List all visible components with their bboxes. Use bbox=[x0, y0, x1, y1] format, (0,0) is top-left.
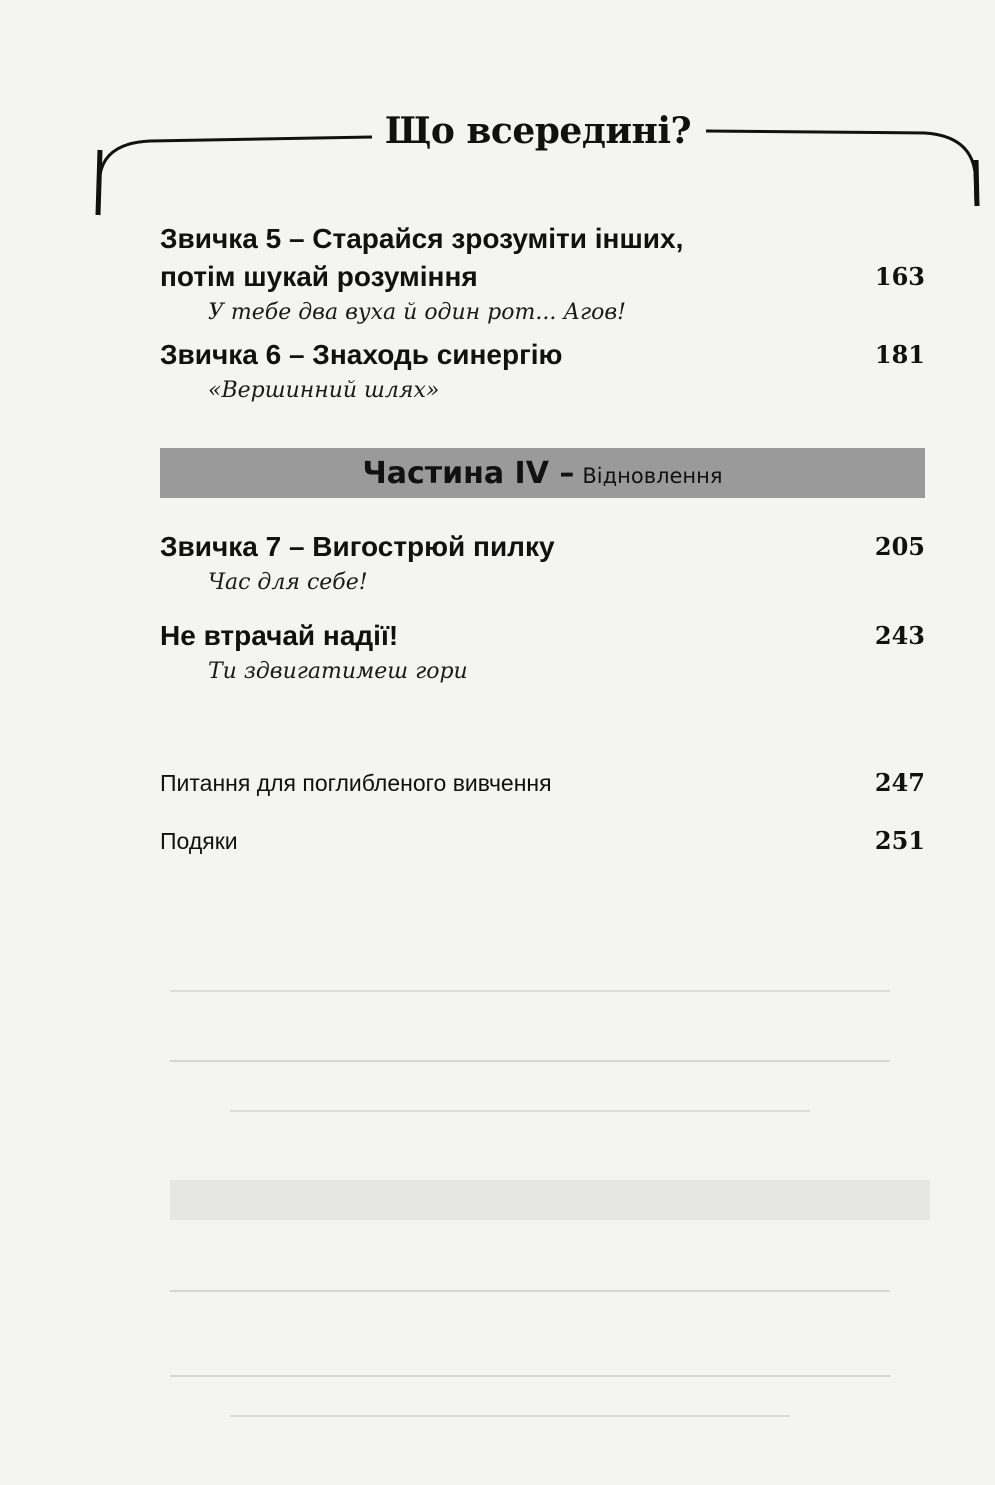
entry-title: Звичка 6 – Знаходь синергію bbox=[160, 339, 563, 370]
entry-title: Не втрачай надії! bbox=[160, 620, 399, 651]
entry-page-number: 163 bbox=[874, 262, 925, 291]
part-subtitle: Відновлення bbox=[582, 464, 723, 488]
toc-entry-acknowledgements bbox=[160, 826, 925, 855]
entry-title: Звичка 7 – Вигострюй пилку bbox=[160, 531, 555, 562]
entry-page-number: 243 bbox=[874, 621, 925, 650]
part-heading-band bbox=[160, 448, 925, 498]
entry-title-line2: потім шукай розуміння bbox=[160, 261, 478, 292]
entry-subtitle: У тебе два вуха й один рот... Агов! bbox=[208, 300, 626, 325]
toc-entry-hope bbox=[160, 617, 925, 689]
entry-page-number: 205 bbox=[874, 532, 925, 561]
entry-label: Подяки bbox=[160, 828, 238, 854]
toc-entry-habit-5 bbox=[160, 220, 925, 330]
entry-page-number: 251 bbox=[874, 826, 925, 855]
entry-page-number: 181 bbox=[874, 340, 925, 369]
toc-entry-habit-7 bbox=[160, 528, 925, 600]
entry-subtitle: Ти здвигатимеш гори bbox=[208, 659, 468, 684]
entry-page-number: 247 bbox=[874, 768, 925, 797]
toc-entry-study-questions bbox=[160, 768, 925, 797]
page-title: Що всередині? bbox=[384, 110, 692, 152]
entry-subtitle: «Вершинний шлях» bbox=[208, 378, 440, 403]
entry-title-line1: Звичка 5 – Старайся зрозуміти інших, bbox=[160, 223, 684, 254]
frame-left-line bbox=[98, 137, 372, 212]
entry-label: Питання для поглибленого вивчення bbox=[160, 770, 552, 796]
frame-right-hook bbox=[976, 160, 977, 206]
frame-right-line bbox=[706, 131, 976, 205]
toc-entry-habit-6 bbox=[160, 336, 925, 408]
entry-subtitle: Час для себе! bbox=[208, 570, 368, 595]
part-title: Частина IV – bbox=[362, 455, 575, 491]
frame-left-hook bbox=[98, 150, 100, 215]
